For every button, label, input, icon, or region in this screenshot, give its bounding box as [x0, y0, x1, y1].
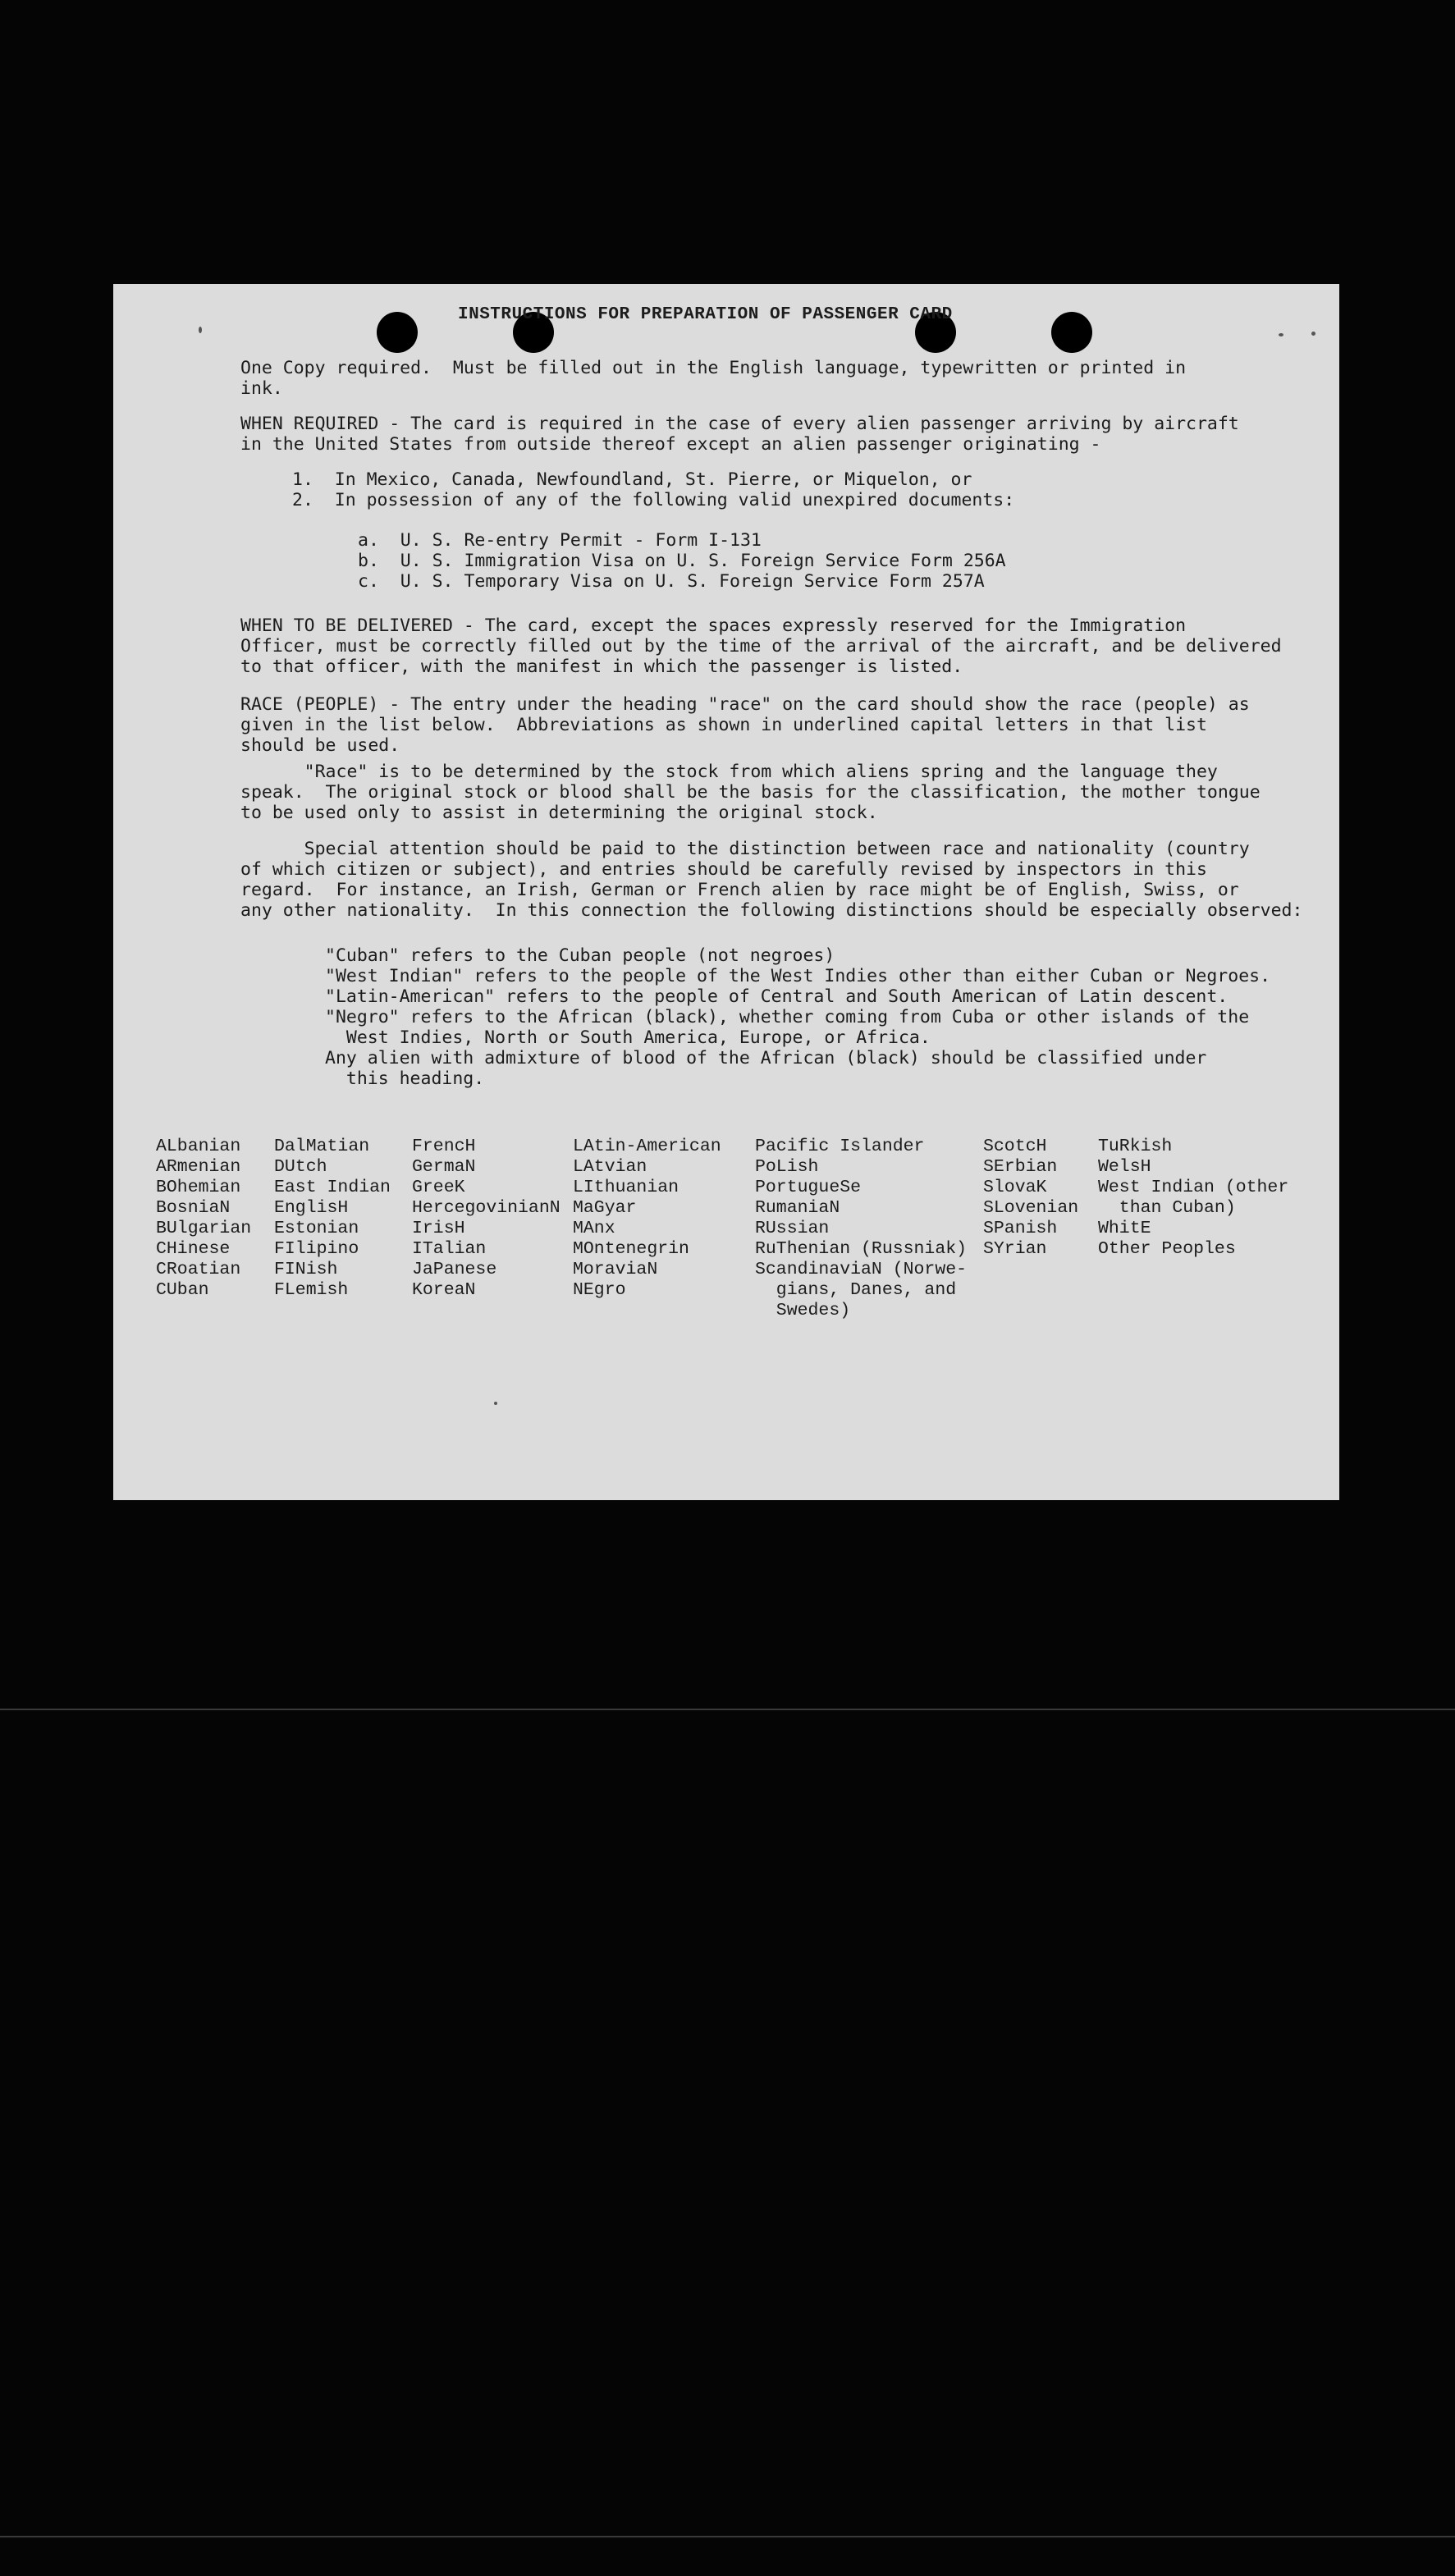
race-entry: CRoatian: [156, 1260, 241, 1279]
scan-divider: [0, 2536, 1455, 2537]
race-entry: BosniaN: [156, 1198, 231, 1218]
race-entry: gians, Danes, and: [755, 1280, 957, 1300]
race-entry: TuRkish: [1098, 1137, 1173, 1156]
race-entry: BOhemian: [156, 1178, 241, 1197]
race-entry: MoraviaN: [573, 1260, 658, 1279]
race-definitions: "Cuban" refers to the Cuban people (not negroes) "West Indian" refers to the people of the West Indies other than either Cuban or Negroes. "Latin-American" refers to the people of Central and South American of Latin descent. "Negro" refers to the African (black), whether coming from Cuba or other islands of the West Indies, North or South America, Europe, or Africa. Any alien with admixture of blood of the African (black) should be classified under this heading.: [325, 945, 1271, 1089]
race-entry: PortugueSe: [755, 1178, 862, 1197]
scan-speck: [494, 1402, 497, 1405]
intro-text: One Copy required. Must be filled out in the English language, typewritten or printed in ink.: [240, 358, 1187, 399]
race-entry: MOntenegrin: [573, 1239, 689, 1259]
race-column-6: [983, 1137, 1078, 1260]
race-entry: Swedes): [755, 1301, 851, 1320]
scan-divider: [0, 1709, 1455, 1710]
race-entry: BUlgarian: [156, 1219, 252, 1238]
scan-speck: [1279, 333, 1283, 336]
race-entry: RuThenian (Russniak): [755, 1239, 968, 1259]
instruction-sheet: [113, 284, 1339, 1500]
race-entry: East Indian: [274, 1178, 391, 1197]
race-entry: NEgro: [573, 1280, 626, 1300]
race-paragraph-2: "Race" is to be determined by the stock from which aliens spring and the language they speak. The original stock or blood shall be the basis for the classification, the mother tongue to be used only to assist in determining the original stock.: [240, 762, 1261, 823]
race-column-5: [755, 1137, 967, 1321]
race-entry: MaGyar: [573, 1198, 637, 1218]
race-entry: GermaN: [412, 1157, 476, 1177]
race-entry: FINish: [274, 1260, 338, 1279]
scan-speck: [199, 327, 202, 333]
race-column-1: [156, 1137, 251, 1301]
race-entry: ScotcH: [983, 1137, 1047, 1156]
race-entry: CHinese: [156, 1239, 231, 1259]
race-entry: LIthuanian: [573, 1178, 679, 1197]
when-required-items: 1. In Mexico, Canada, Newfoundland, St. Pierre, or Miquelon, or 2. In possession of any of the following valid unexpired documents:: [292, 469, 1015, 510]
document-list: a. U. S. Re-entry Permit - Form I-131 b. U. S. Immigration Visa on U. S. Foreign Service Form 256A c. U. S. Temporary Visa on U. S. Foreign Service Form 257A: [358, 530, 1006, 592]
race-entry: MAnx: [573, 1219, 615, 1238]
race-column-2: [274, 1137, 391, 1301]
race-entry: SLovenian: [983, 1198, 1079, 1218]
race-entry: ARmenian: [156, 1157, 241, 1177]
race-entry: CUban: [156, 1280, 209, 1300]
race-entry: ALbanian: [156, 1137, 241, 1156]
race-entry: WhitE: [1098, 1219, 1151, 1238]
race-entry: DUtch: [274, 1157, 327, 1177]
race-entry: IrisH: [412, 1219, 465, 1238]
race-entry: Estonian: [274, 1219, 359, 1238]
race-column-4: [573, 1137, 721, 1301]
race-entry: PoLish: [755, 1157, 819, 1177]
race-entry: SlovaK: [983, 1178, 1047, 1197]
race-column-3: [412, 1137, 560, 1301]
race-entry: West Indian (other: [1098, 1178, 1289, 1197]
race-entry: KoreaN: [412, 1280, 476, 1300]
race-entry: GreeK: [412, 1178, 465, 1197]
race-entry: ITalian: [412, 1239, 487, 1259]
punch-hole: [1051, 312, 1092, 353]
race-entry: DalMatian: [274, 1137, 370, 1156]
race-entry: FrencH: [412, 1137, 476, 1156]
race-column-7: [1098, 1137, 1288, 1260]
race-entry: FLemish: [274, 1280, 349, 1300]
race-entry: JaPanese: [412, 1260, 497, 1279]
race-entry: SPanish: [983, 1219, 1058, 1238]
race-entry: WelsH: [1098, 1157, 1151, 1177]
race-entry: FIlipino: [274, 1239, 359, 1259]
when-required-text: WHEN REQUIRED - The card is required in the case of every alien passenger arriving by aircraft in the United States from outside thereof except an alien passenger originating -: [240, 414, 1239, 455]
race-entry: than Cuban): [1098, 1198, 1236, 1218]
page-title: INSTRUCTIONS FOR PREPARATION OF PASSENGER CARD: [458, 305, 953, 324]
race-entry: Pacific Islander: [755, 1137, 925, 1156]
race-entry: HercegovinianN: [412, 1198, 560, 1218]
race-entry: EnglisH: [274, 1198, 349, 1218]
race-entry: LAtvian: [573, 1157, 647, 1177]
race-entry: Other Peoples: [1098, 1239, 1236, 1259]
when-delivered-text: WHEN TO BE DELIVERED - The card, except the spaces expressly reserved for the Immigration Officer, must be correctly filled out by the time of the arrival of the aircraft, and be delivered to that officer, with the manifest in which the passenger is listed.: [240, 615, 1282, 677]
race-entry: SYrian: [983, 1239, 1047, 1259]
race-paragraph-3: Special attention should be paid to the distinction between race and nationality (country of which citizen or subject), and entries should be carefully revised by inspectors in this regard. For instance, an Irish, German or French alien by race might be of English, Swiss, or any other nationality. In this connection the following distinctions should be especially observed:: [240, 839, 1303, 921]
race-paragraph-1: RACE (PEOPLE) - The entry under the heading "race" on the card should show the race (people) as given in the list below. Abbreviations as shown in underlined capital letters in that list should be used.: [240, 694, 1250, 756]
punch-hole: [377, 312, 418, 353]
race-entry: RumaniaN: [755, 1198, 840, 1218]
race-entry: RUssian: [755, 1219, 830, 1238]
race-entry: LAtin-American: [573, 1137, 721, 1156]
race-entry: SErbian: [983, 1157, 1058, 1177]
scan-speck: [1311, 332, 1315, 336]
race-entry: ScandinaviaN (Norwe-: [755, 1260, 968, 1279]
